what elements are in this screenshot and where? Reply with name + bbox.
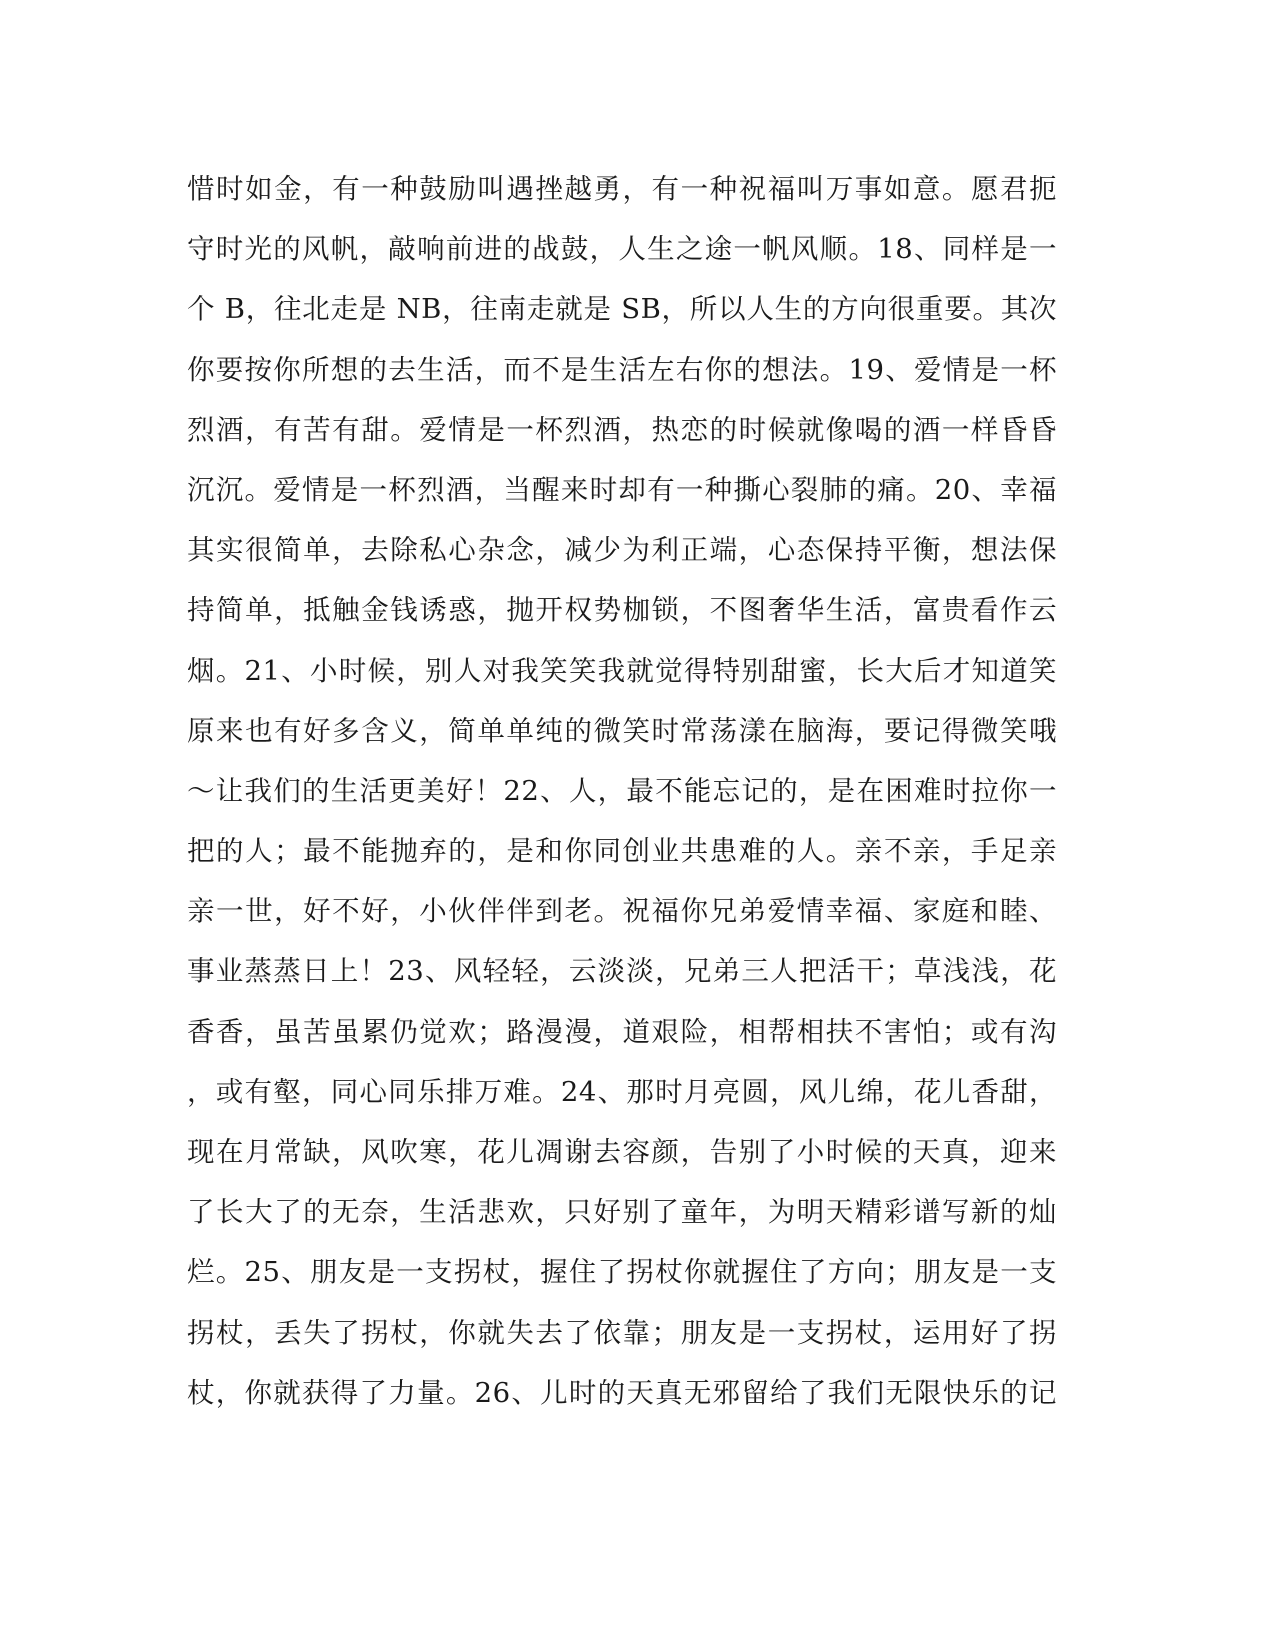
text-line: 拐杖，丢失了拐杖，你就失去了依靠；朋友是一支拐杖，运用好了拐 — [187, 1316, 1057, 1349]
text-line: ，或有壑，同心同乐排万难。24、那时月亮圆，风儿绵，花儿香甜， — [187, 1075, 1057, 1108]
text-line: 原来也有好多含义，简单单纯的微笑时常荡漾在脑海，要记得微笑哦 — [187, 714, 1057, 747]
text-line: 烂。25、朋友是一支拐杖，握住了拐杖你就握住了方向；朋友是一支 — [187, 1256, 1057, 1289]
text-line: 事业蒸蒸日上！23、风轻轻，云淡淡，兄弟三人把活干；草浅浅，花 — [187, 955, 1057, 988]
text-line: 了长大了的无奈，生活悲欢，只好别了童年，为明天精彩谱写新的灿 — [187, 1196, 1057, 1229]
text-line: 烈酒，有苦有甜。爱情是一杯烈酒，热恋的时候就像喝的酒一样昏昏 — [187, 413, 1057, 446]
text-line: 现在月常缺，风吹寒，花儿凋谢去容颜，告别了小时候的天真，迎来 — [187, 1136, 1057, 1168]
text-line: 你要按你所想的去生活，而不是生活左右你的想法。19、爱情是一杯 — [187, 353, 1057, 386]
body-text — [187, 159, 1057, 1423]
text-line: ～让我们的生活更美好！22、人，最不能忘记的，是在困难时拉你一 — [187, 774, 1057, 807]
text-line: 持简单，抵触金钱诱惑，抛开权势枷锁，不图奢华生活，富贵看作云 — [187, 594, 1057, 627]
text-line: 把的人；最不能抛弃的，是和你同创业共患难的人。亲不亲，手足亲 — [187, 835, 1057, 868]
text-line: 亲一世，好不好，小伙伴伴到老。祝福你兄弟爱情幸福、家庭和睦、 — [187, 895, 1057, 928]
text-line: 烟。21、小时候，别人对我笑笑我就觉得特别甜蜜，长大后才知道笑 — [187, 654, 1057, 687]
text-line: 惜时如金，有一种鼓励叫遇挫越勇，有一种祝福叫万事如意。愿君扼 — [187, 173, 1057, 205]
text-line: 其实很简单，去除私心杂念，减少为利正端，心态保持平衡，想法保 — [187, 534, 1057, 567]
text-line: 香香，虽苦虽累仍觉欢；路漫漫，道艰险，相帮相扶不害怕；或有沟 — [187, 1015, 1057, 1048]
text-line: 杖，你就获得了力量。26、儿时的天真无邪留给了我们无限快乐的记 — [187, 1376, 1057, 1409]
text-line: 沉沉。爱情是一杯烈酒，当醒来时却有一种撕心裂肺的痛。20、幸福 — [187, 473, 1057, 506]
text-line: 个 B，往北走是 NB，往南走就是 SB，所以人生的方向很重要。其次 — [187, 293, 1057, 326]
text-line: 守时光的风帆，敲响前进的战鼓，人生之途一帆风顺。18、同样是一 — [187, 233, 1057, 266]
